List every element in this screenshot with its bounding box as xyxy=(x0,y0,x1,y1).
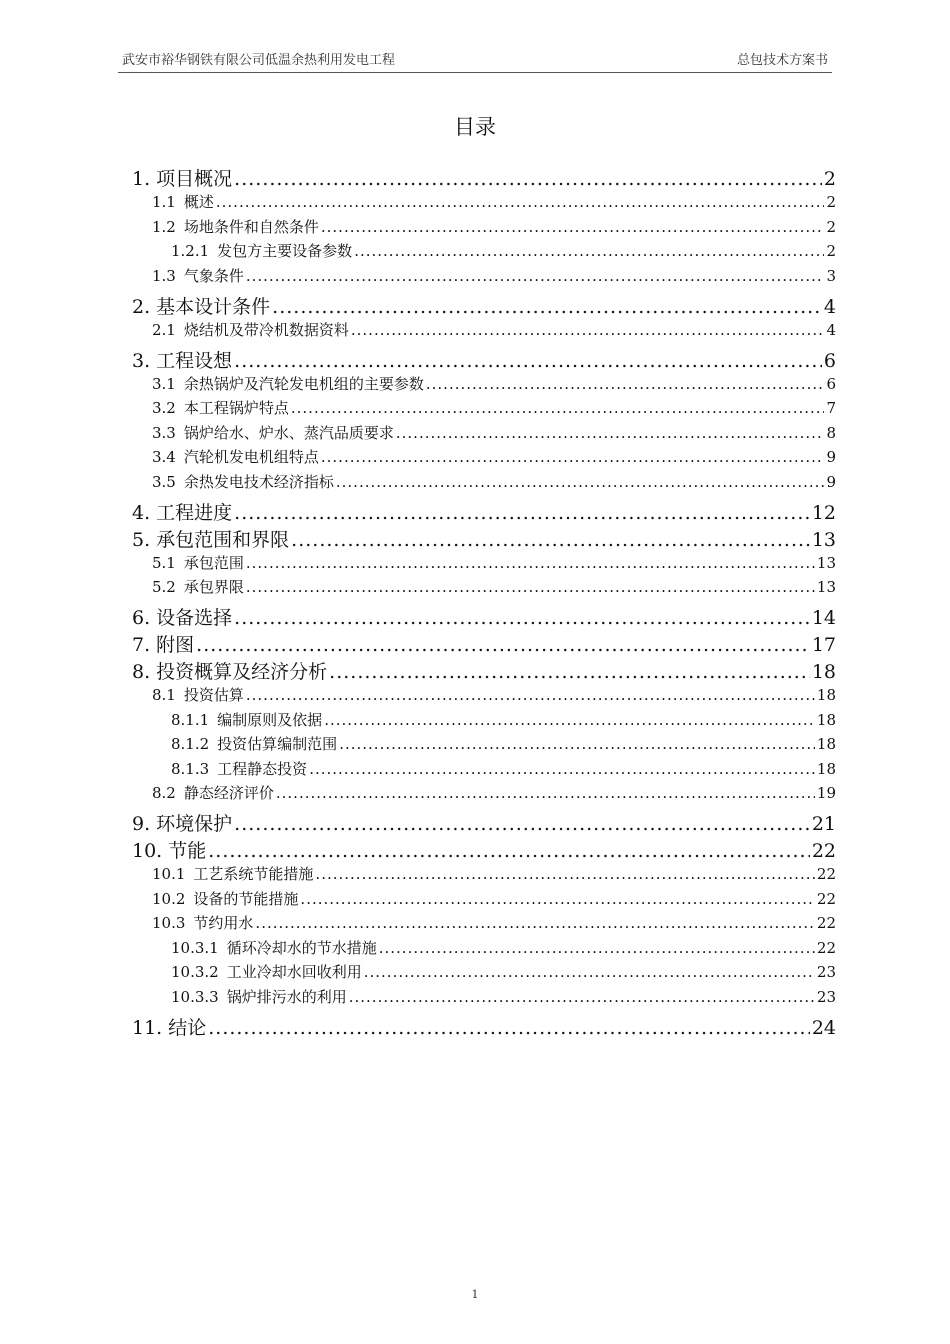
toc-dot-leader xyxy=(246,267,825,285)
toc-entry[interactable] xyxy=(152,471,836,492)
toc-entry-text: 环境保护 xyxy=(156,813,233,835)
toc-entry-text: 投资估算编制范围 xyxy=(217,735,338,753)
toc-entry-number: 1. xyxy=(132,168,151,190)
toc-dot-leader xyxy=(234,607,810,629)
toc-entry[interactable] xyxy=(132,836,836,863)
toc-entry-label xyxy=(152,265,244,286)
toc-entry-text: 承包界限 xyxy=(183,578,244,596)
toc-entry-text: 投资估算 xyxy=(183,686,244,704)
toc-dot-leader xyxy=(349,988,815,1006)
toc-dot-leader xyxy=(364,963,815,981)
toc-entry[interactable] xyxy=(152,397,836,418)
toc-entry-label xyxy=(132,836,206,863)
toc-entry-page: 13 xyxy=(816,578,836,596)
toc-entry[interactable] xyxy=(132,525,836,552)
toc-entry-text: 发包方主要设备参数 xyxy=(217,242,353,260)
toc-entry-number: 5. xyxy=(132,528,151,551)
toc-entry-page: 22 xyxy=(816,865,836,883)
toc-entry-page: 9 xyxy=(826,472,836,491)
toc-entry-page: 23 xyxy=(816,987,836,1006)
toc-entry-label xyxy=(152,576,244,597)
toc-entry[interactable] xyxy=(132,498,836,525)
toc-entry-number: 8.1.1 xyxy=(171,710,210,729)
toc-entry-label xyxy=(132,1013,206,1040)
page-number: 1 xyxy=(471,1288,479,1301)
toc-entry-page: 17 xyxy=(811,634,836,656)
toc-entry-number: 4. xyxy=(132,501,151,524)
toc-entry-text: 设备选择 xyxy=(156,607,233,629)
toc-entry-label xyxy=(152,373,424,394)
toc-entry-label xyxy=(132,498,232,525)
toc-dot-leader xyxy=(234,502,810,524)
toc-entry-page: 2 xyxy=(826,217,836,236)
toc-dot-leader xyxy=(426,375,825,393)
toc-dot-leader xyxy=(315,865,814,883)
toc-dot-leader xyxy=(351,321,825,339)
toc-entry-text: 场地条件和自然条件 xyxy=(183,217,319,236)
toc-entry-number: 2.1 xyxy=(152,320,176,339)
toc-entry-text: 结论 xyxy=(168,1016,207,1039)
toc-entry-text: 工程静态投资 xyxy=(217,759,308,778)
toc-entry-label xyxy=(152,684,244,705)
toc-dot-leader xyxy=(396,424,825,442)
toc-entry-number: 3.5 xyxy=(152,472,176,491)
toc-entry[interactable] xyxy=(132,809,836,836)
toc-entry-label xyxy=(152,782,274,803)
toc-dot-leader xyxy=(291,399,825,417)
toc-entry-label xyxy=(132,525,289,552)
toc-entry-text: 本工程锅炉特点 xyxy=(183,399,289,417)
toc-entry-label xyxy=(171,758,307,779)
toc-entry-label xyxy=(152,863,313,884)
toc-dot-leader xyxy=(234,813,810,835)
toc-entry-text: 汽轮机发电机组特点 xyxy=(183,448,319,466)
toc-entry[interactable] xyxy=(171,240,836,261)
toc-entry[interactable] xyxy=(152,552,836,573)
toc-entry[interactable] xyxy=(171,709,836,730)
header-divider xyxy=(118,72,832,73)
toc-entry-number: 3.1 xyxy=(152,374,176,393)
toc-entry-number: 8.1.2 xyxy=(171,735,210,753)
toc-entry[interactable] xyxy=(152,782,836,803)
toc-entry-text: 附图 xyxy=(156,634,195,656)
toc-dot-leader xyxy=(379,939,815,957)
toc-entry-number: 7. xyxy=(132,634,151,656)
toc-entry-text: 节约用水 xyxy=(193,914,254,932)
toc-entry-text: 锅炉排污水的利用 xyxy=(226,987,347,1006)
toc-entry-text: 工程进度 xyxy=(156,501,233,524)
toc-entry-label xyxy=(152,191,214,212)
toc-entry-page: 21 xyxy=(811,813,836,835)
toc-entry-label xyxy=(132,809,232,836)
toc-dot-leader xyxy=(208,840,810,862)
toc-entry-number: 3. xyxy=(132,349,151,372)
toc-entry-label xyxy=(171,986,347,1007)
toc-entry-page: 2 xyxy=(823,168,836,190)
toc-dot-leader xyxy=(234,168,822,190)
toc-entry-label xyxy=(132,603,232,630)
toc-entry[interactable] xyxy=(132,346,836,373)
toc-entry-number: 6. xyxy=(132,607,151,629)
toc-entry-page: 22 xyxy=(816,938,836,957)
toc-entry-label xyxy=(152,319,349,340)
toc-entry-page: 2 xyxy=(826,193,836,211)
toc-entry-text: 工业冷却水回收利用 xyxy=(226,963,362,981)
toc-entry[interactable] xyxy=(152,373,836,394)
toc-entry[interactable] xyxy=(152,576,836,597)
toc-entry[interactable] xyxy=(132,164,836,191)
toc-entry-text: 烧结机及带冷机数据资料 xyxy=(183,320,349,339)
toc-dot-leader xyxy=(321,218,825,236)
toc-entry[interactable] xyxy=(152,446,836,467)
toc-dot-leader xyxy=(246,578,815,596)
header-left-title: 武安市裕华钢铁有限公司低温余热利用发电工程 xyxy=(122,53,396,68)
toc-entry-label xyxy=(171,240,352,261)
toc-title: 目录 xyxy=(454,115,496,139)
toc-dot-leader xyxy=(216,193,825,211)
toc-entry[interactable] xyxy=(132,603,836,630)
toc-dot-leader xyxy=(339,735,815,753)
toc-entry-number: 10.1 xyxy=(152,865,186,883)
toc-entry-label xyxy=(152,422,394,443)
toc-entry-label xyxy=(132,292,270,319)
toc-entry[interactable] xyxy=(171,986,836,1007)
toc-entry-text: 项目概况 xyxy=(156,168,233,190)
toc-entry[interactable] xyxy=(132,657,836,684)
toc-entry-number: 8.1 xyxy=(152,686,176,704)
toc-dot-leader xyxy=(336,473,825,491)
toc-dot-leader xyxy=(324,711,815,729)
toc-dot-leader xyxy=(329,661,810,683)
toc-entry-page: 18 xyxy=(816,735,836,753)
toc-entry-page: 6 xyxy=(823,349,836,372)
toc-entry-number: 9. xyxy=(132,813,151,835)
toc-entry-text: 静态经济评价 xyxy=(183,784,274,802)
toc-entry[interactable] xyxy=(152,265,836,286)
toc-entry-number: 5.2 xyxy=(152,578,176,596)
toc-entry[interactable] xyxy=(171,961,836,982)
toc-entry-label xyxy=(171,709,322,730)
toc-entry-page: 14 xyxy=(811,607,836,629)
toc-dot-leader xyxy=(321,448,825,466)
toc-entry-page: 9 xyxy=(826,448,836,466)
toc-entry-page: 22 xyxy=(816,914,836,932)
toc-entry-page: 18 xyxy=(816,710,836,729)
toc-entry-page: 6 xyxy=(826,374,836,393)
toc-entry-number: 3.2 xyxy=(152,399,176,417)
toc-entry-number: 10.3.1 xyxy=(171,938,219,957)
toc-entry-number: 10.3.3 xyxy=(171,987,219,1006)
toc-entry-page: 7 xyxy=(826,399,836,417)
toc-dot-leader xyxy=(234,350,822,372)
toc-entry-page: 18 xyxy=(811,661,836,683)
toc-entry-number: 10.2 xyxy=(152,889,186,908)
toc-entry-number: 5.1 xyxy=(152,553,176,572)
toc-entry-text: 承包范围和界限 xyxy=(156,528,290,551)
toc-entry-text: 循环冷却水的节水措施 xyxy=(226,938,377,957)
toc-entry[interactable] xyxy=(171,937,836,958)
toc-entry-text: 工艺系统节能措施 xyxy=(193,865,314,883)
toc-dot-leader xyxy=(309,760,815,778)
toc-entry-number: 10.3 xyxy=(152,914,186,932)
toc-entry-text: 概述 xyxy=(183,193,214,211)
toc-entry[interactable] xyxy=(152,684,836,705)
toc-entry-page: 12 xyxy=(811,501,836,524)
toc-entry-number: 3.3 xyxy=(152,423,176,442)
toc-entry-label xyxy=(171,961,362,982)
toc-entry[interactable] xyxy=(152,216,836,237)
toc-entry[interactable] xyxy=(152,888,836,909)
toc-entry[interactable] xyxy=(171,733,836,754)
toc-dot-leader xyxy=(291,529,810,551)
toc-dot-leader xyxy=(300,890,814,908)
toc-entry[interactable] xyxy=(152,191,836,212)
toc-entry-number: 10. xyxy=(132,840,163,862)
toc-entry-label xyxy=(132,346,232,373)
toc-entry-number: 1.2 xyxy=(152,217,176,236)
toc-dot-leader xyxy=(354,242,824,260)
toc-entry-number: 8.1.3 xyxy=(171,759,210,778)
toc-entry-page: 24 xyxy=(811,1016,836,1039)
toc-dot-leader xyxy=(246,686,815,704)
toc-entry-page: 18 xyxy=(816,759,836,778)
toc-entry-page: 18 xyxy=(816,686,836,704)
toc-entry[interactable] xyxy=(171,758,836,779)
toc-entry-text: 承包范围 xyxy=(183,553,244,572)
toc-entry-page: 8 xyxy=(826,423,836,442)
toc-dot-leader xyxy=(196,634,810,656)
toc-entry-label xyxy=(152,912,253,933)
toc-entry[interactable] xyxy=(152,422,836,443)
toc-entry[interactable] xyxy=(152,319,836,340)
toc-entry-text: 节能 xyxy=(168,840,207,862)
toc-entry[interactable] xyxy=(132,292,836,319)
toc-entry[interactable] xyxy=(152,863,836,884)
toc-dot-leader xyxy=(246,554,815,572)
toc-entry-number: 1.2.1 xyxy=(171,242,210,260)
toc-entry-label xyxy=(152,216,319,237)
toc-entry-label xyxy=(152,446,319,467)
toc-entry-page: 13 xyxy=(811,528,836,551)
toc-entry-number: 1.1 xyxy=(152,193,176,211)
toc-entry[interactable] xyxy=(132,630,836,657)
toc-entry-label xyxy=(171,937,377,958)
toc-entry-number: 11. xyxy=(132,1016,163,1039)
toc-dot-leader xyxy=(272,296,822,318)
toc-entry-text: 工程设想 xyxy=(156,349,233,372)
toc-dot-leader xyxy=(276,784,815,802)
toc-dot-leader xyxy=(208,1017,810,1039)
toc-dot-leader xyxy=(255,914,814,932)
toc-entry-label xyxy=(152,552,244,573)
toc-entry-number: 1.3 xyxy=(152,266,176,285)
toc-entry-number: 3.4 xyxy=(152,448,176,466)
toc-entry-label xyxy=(132,630,194,657)
toc-entry-label xyxy=(152,888,298,909)
toc-entry-page: 3 xyxy=(826,266,836,285)
toc-entry-text: 余热发电技术经济指标 xyxy=(183,472,334,491)
toc-entry-text: 设备的节能措施 xyxy=(193,889,299,908)
toc-entry-page: 23 xyxy=(816,963,836,981)
toc-entry-text: 锅炉给水、炉水、蒸汽品质要求 xyxy=(183,423,394,442)
toc-entry[interactable] xyxy=(132,1013,836,1040)
toc-entry-page: 22 xyxy=(811,840,836,862)
toc-entry-text: 余热锅炉及汽轮发电机组的主要参数 xyxy=(183,374,424,393)
toc-entry-label xyxy=(171,733,337,754)
toc-entry-label xyxy=(132,164,232,191)
toc-entry-number: 10.3.2 xyxy=(171,963,219,981)
header-right-title: 总包技术方案书 xyxy=(736,53,828,68)
toc-entry-page: 4 xyxy=(826,320,836,339)
toc-entry-text: 基本设计条件 xyxy=(156,295,271,318)
toc-entry-text: 气象条件 xyxy=(183,266,244,285)
toc-entry-number: 8.2 xyxy=(152,784,176,802)
toc-entry-number: 2. xyxy=(132,295,151,318)
toc-entry-page: 13 xyxy=(816,553,836,572)
toc-entry-label xyxy=(132,657,327,684)
toc-entry-page: 19 xyxy=(816,784,836,802)
toc-entry-page: 2 xyxy=(826,242,836,260)
toc-entry-number: 8. xyxy=(132,661,151,683)
toc-entry-page: 22 xyxy=(816,889,836,908)
toc-entry[interactable] xyxy=(152,912,836,933)
toc-entry-text: 投资概算及经济分析 xyxy=(156,661,328,683)
toc-entry-text: 编制原则及依据 xyxy=(217,710,323,729)
toc-entry-label xyxy=(152,397,289,418)
toc-entry-label xyxy=(152,471,334,492)
toc-entry-page: 4 xyxy=(823,295,836,318)
